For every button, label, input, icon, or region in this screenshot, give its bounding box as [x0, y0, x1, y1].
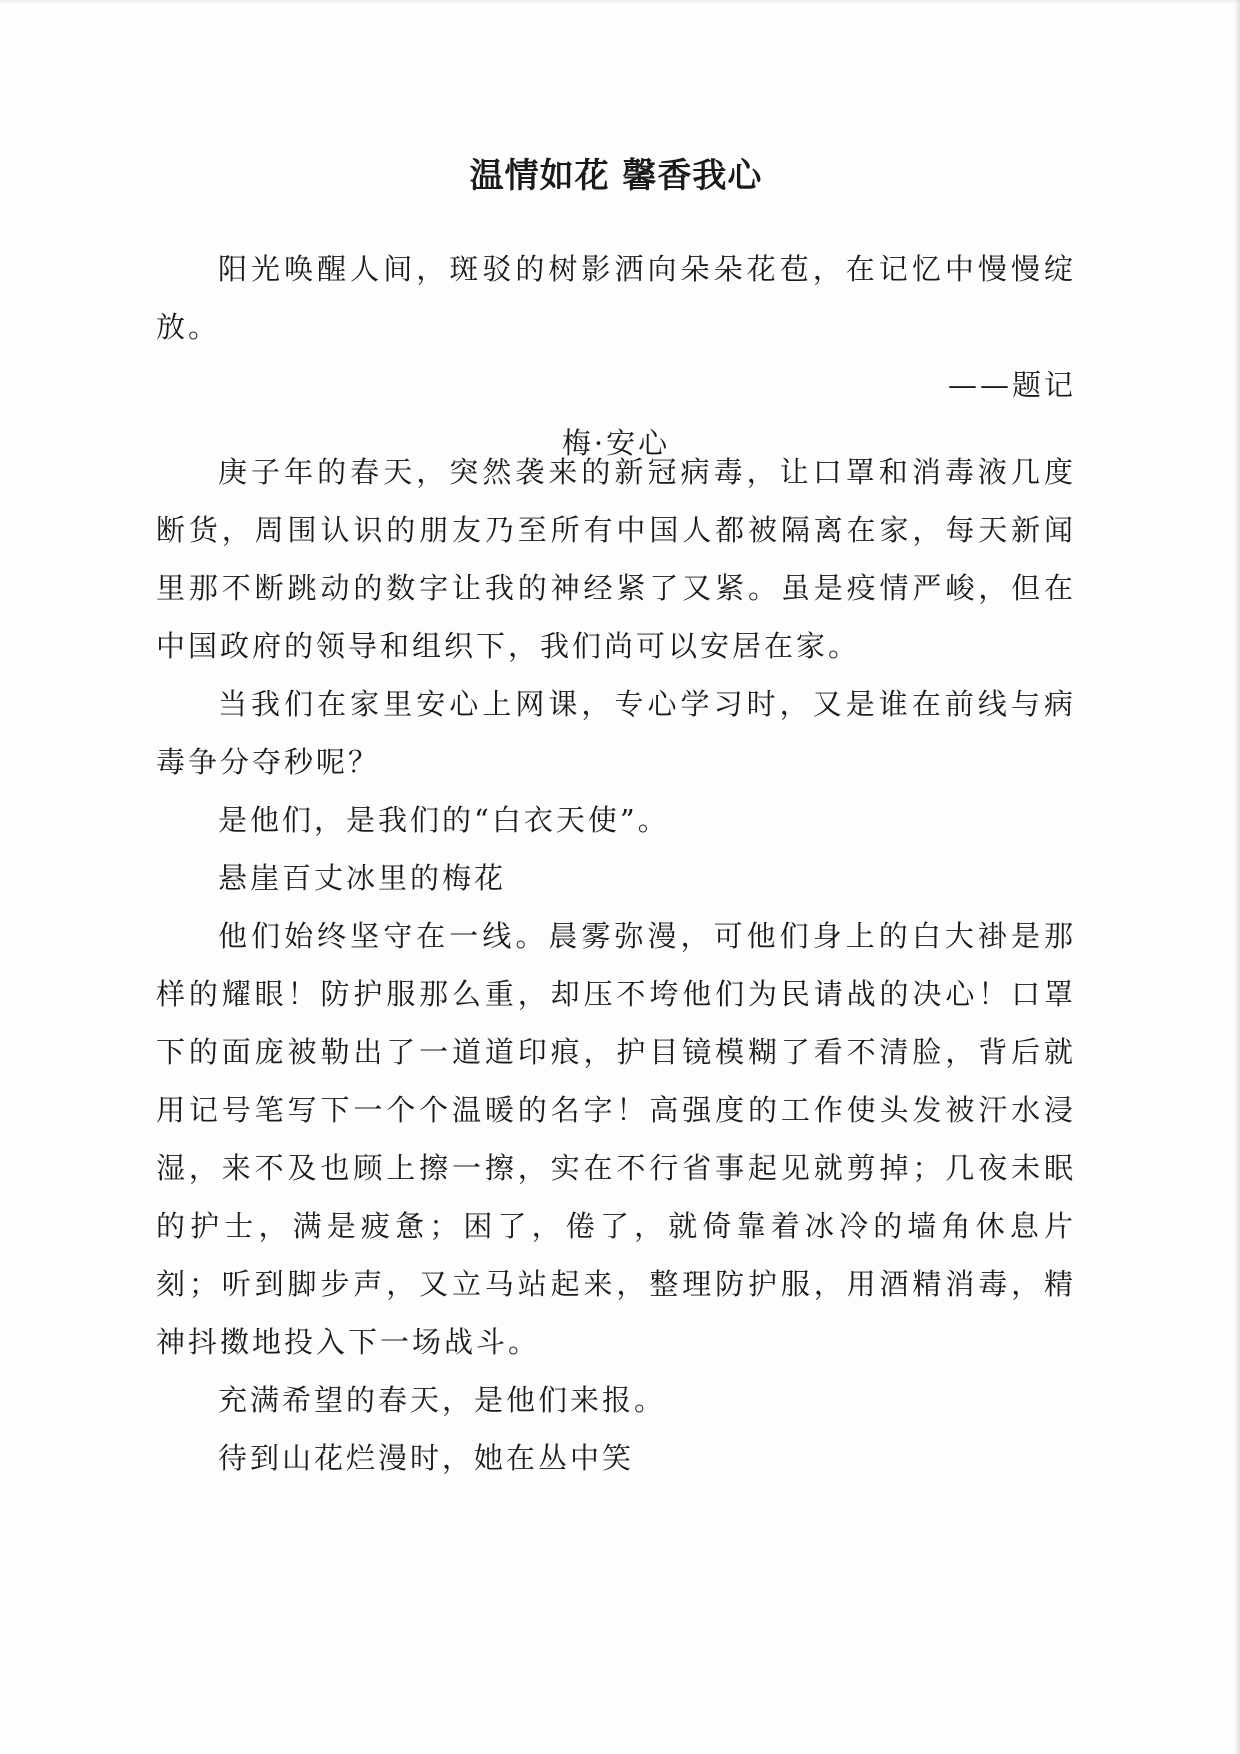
- paragraph: 充满希望的春天，是他们来报。: [218, 1383, 667, 1417]
- paragraph: 他们始终坚守在一线。晨雾弥漫，可他们身上的白大褂是那样的耀眼！防护服那么重，却压不垮他们为民请战的决心！口罩下的面庞被勒出了一道道印痕，护目镜模糊了看不清脸，背后就用记号笔写下一个个温暖的名字！高强度的工作使头发被汗水浸湿，来不及也顾上擦一擦，实在不行省事起见就剪掉；几夜未眠的护士，满是疲惫；困了，倦了，就倚靠着冰冷的墙角休息片刻；听到脚步声，又立马站起来，整理防护服，用酒精消毒，精神抖擞地投入下一场战斗。: [156, 919, 1076, 1359]
- section-body: [156, 443, 1076, 1487]
- subheading-line: 悬崖百丈冰里的梅花: [218, 861, 507, 895]
- paragraph: 庚子年的春天，突然袭来的新冠病毒，让口罩和消毒液几度断货，周围认识的朋友乃至所有中国人都被隔离在家，每天新闻里那不断跳动的数字让我的神经紧了又紧。虽是疫情严峻，但在中国政府的领导和组织下，我们尚可以安居在家。: [156, 455, 1076, 663]
- epigraph-block: [156, 240, 1076, 472]
- epigraph-text: 阳光唤醒人间，斑驳的树影洒向朵朵花苞，在记忆中慢慢绽放。: [156, 252, 1076, 344]
- epigraph-attribution: ——题记: [947, 368, 1076, 402]
- page-edge-right: [1234, 0, 1240, 1754]
- page-edge-top: [0, 0, 1240, 4]
- paragraph: 当我们在家里安心上网课，专心学习时，又是谁在前线与病毒争分夺秒呢？: [156, 687, 1076, 779]
- paragraph: 是他们，是我们的“白衣天使”。: [218, 803, 670, 837]
- document-title: 温情如花 馨香我心: [469, 156, 763, 196]
- subheading-line: 待到山花烂漫时，她在丛中笑: [218, 1441, 635, 1475]
- section-heading: 梅·安心: [561, 426, 671, 460]
